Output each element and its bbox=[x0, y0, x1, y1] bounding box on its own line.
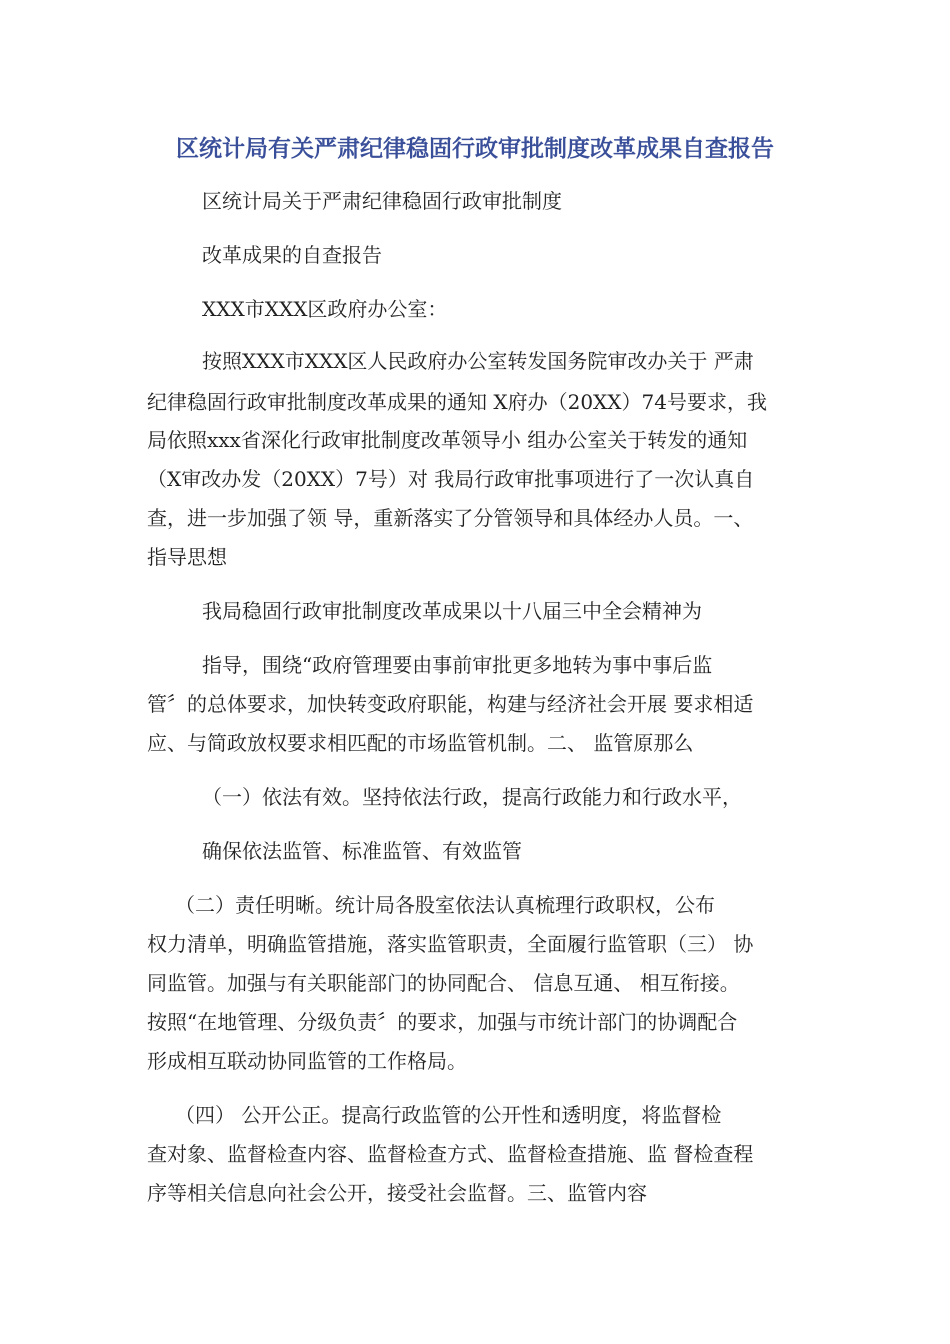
section-line: 序等相关信息向社会公开，接受社会监督。三、监管内容 bbox=[147, 1181, 647, 1205]
section-line: 查对象、监督检查内容、监督检查方式、监督检查措施、监 督检查程 bbox=[147, 1142, 754, 1166]
section-line: （二）责任明晰。统计局各股室依法认真梳理行政职权，公布 bbox=[175, 893, 715, 917]
addressee: XXX市XXX区政府办公室： bbox=[202, 297, 448, 321]
section-line: （四） 公开公正。提高行政监管的公开性和透明度，将监督检 bbox=[175, 1103, 722, 1127]
paragraph-line: 查，进一步加强了领 导，重新落实了分管领导和具体经办人员。一、 bbox=[147, 506, 754, 530]
paragraph-line: 按照XXX市XXX区人民政府办公室转发国务院审改办关于 严肃 bbox=[202, 349, 754, 373]
paragraph-line: 我局稳固行政审批制度改革成果以十八届三中全会精神为 bbox=[202, 599, 702, 623]
section-line: 同监管。加强与有关职能部门的协同配合、 信息互通、 相互衔接。 bbox=[147, 971, 740, 995]
subtitle-line-1: 区统计局关于严肃纪律稳固行政审批制度 bbox=[202, 189, 562, 213]
paragraph-line: 应、与简政放权要求相匹配的市场监管机制。二、 监管原那么 bbox=[147, 731, 694, 755]
section-line: 按照“在地管理、分级负责〞的要求，加强与市统计部门的协调配合 bbox=[147, 1010, 738, 1034]
paragraph-line: 纪律稳固行政审批制度改革成果的通知 X府办（20XX）74号要求，我 bbox=[147, 390, 767, 414]
paragraph-line: 管〞的总体要求，加快转变政府职能，构建与经济社会开展 要求相适 bbox=[147, 692, 754, 716]
section-line: 确保依法监管、标准监管、有效监管 bbox=[202, 839, 522, 863]
paragraph-line: （X审改办发（20XX）7号）对 我局行政审批事项进行了一次认真自 bbox=[147, 467, 755, 491]
section-line: （一）依法有效。坚持依法行政，提高行政能力和行政水平， bbox=[202, 785, 742, 809]
paragraph-line: 指导思想 bbox=[147, 545, 227, 569]
document-title: 区统计局有关严肃纪律稳固行政审批制度改革成果自查报告 bbox=[176, 136, 774, 162]
paragraph-line: 指导，围绕“政府管理要由事前审批更多地转为事中事后监 bbox=[202, 653, 713, 677]
subtitle-line-2: 改革成果的自查报告 bbox=[202, 243, 382, 267]
section-line: 权力清单，明确监管措施，落实监管职责，全面履行监管职（三） 协 bbox=[147, 932, 754, 956]
section-line: 形成相互联动协同监管的工作格局。 bbox=[147, 1049, 467, 1073]
paragraph-line: 局依照xxx省深化行政审批制度改革领导小 组办公室关于转发的通知 bbox=[147, 428, 748, 452]
